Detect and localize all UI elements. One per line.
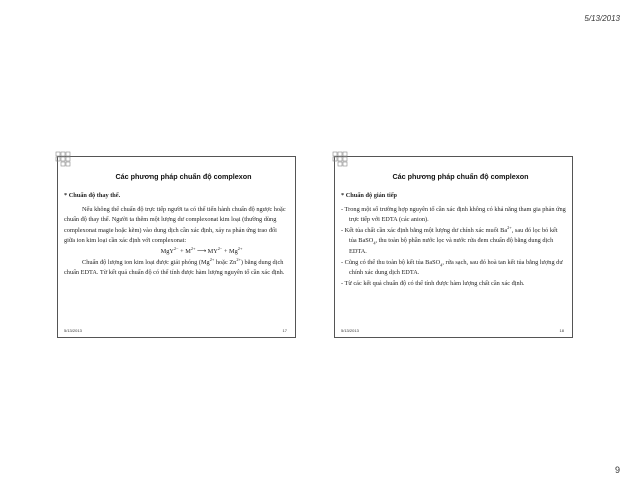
slide-footer — [64, 328, 287, 333]
bullet-item: - Cũng có thể thu toàn bộ kết tủa BaSO$_4$, rửa sạch, sau đó hoà tan kết tủa bằng lượng dư chính xác dung dịch EDTA. — [341, 258, 563, 277]
slide-footer — [341, 328, 564, 333]
paragraph: Chuẩn độ lượng ion kim loại được giải phóng ($Mg^{2+}$ hoặc $Zn^{2+}$) bằng dung dịch chuẩn EDTA. Từ kết quả chuẩn độ có thể tính được hàm lượng nguyên tố cần xác định. — [64, 256, 285, 277]
grid-logo-icon — [332, 151, 352, 171]
bullet-item: - Kết tủa chất cần xác định bằng một lượng dư chính xác muối $Ba^{2+}$, sau đó lọc bỏ kết tủa BaSO$_4$, thu toàn bộ phần nước lọc và nước rửa đem chuẩn độ bằng dung dịch EDTA. — [341, 224, 558, 255]
page-number: 9 — [614, 465, 620, 475]
section-heading: * Chuẩn độ thay thế. — [64, 192, 121, 199]
slide-thumbnail-17[interactable] — [57, 156, 296, 338]
slide-date: 5/13/2013 — [341, 328, 359, 333]
grid-logo-icon — [55, 151, 75, 171]
reaction-equation: $MgY^{2-} + M^{2+}$ ⟶ $MY^{2-} + Mg^{2+}$ — [160, 245, 243, 255]
slide-number: 18 — [559, 328, 564, 333]
bullet-item: - Từ các kết quả chuẩn độ có thể tính được hàm lượng chất cần xác định. — [341, 279, 525, 287]
slide-title: Các phương pháp chuẩn độ complexon — [115, 172, 252, 181]
section-heading: * Chuẩn độ gián tiếp — [341, 192, 397, 199]
slide-date: 5/13/2013 — [64, 328, 82, 333]
paragraph: Nếu không thể chuẩn độ trực tiếp người ta có thể tiến hành chuẩn độ ngược hoặc chuẩn độ thay thế. Người ta thêm một lượng dư complexonat kim loại (thường dùng complexonat magie hoặc kẽm) vào dung dịch cần xác định, xảy ra phản ứng trao đổi giữa ion kim loại cần xác định với complexonat: — [64, 205, 286, 245]
arrow-icon: ⟶ — [196, 247, 207, 255]
slide-body — [64, 191, 289, 279]
slide-number: 17 — [282, 328, 287, 333]
slide-thumbnail-18[interactable] — [334, 156, 573, 338]
slide-title: Các phương pháp chuẩn độ complexon — [392, 172, 529, 181]
slide-body — [341, 191, 566, 289]
page-date: 5/13/2013 — [584, 14, 620, 23]
bullet-item: - Trong một số trường hợp nguyên tố cần xác định không có khả năng tham gia phản ứng trực tiếp với EDTA (các anion). — [341, 205, 566, 224]
